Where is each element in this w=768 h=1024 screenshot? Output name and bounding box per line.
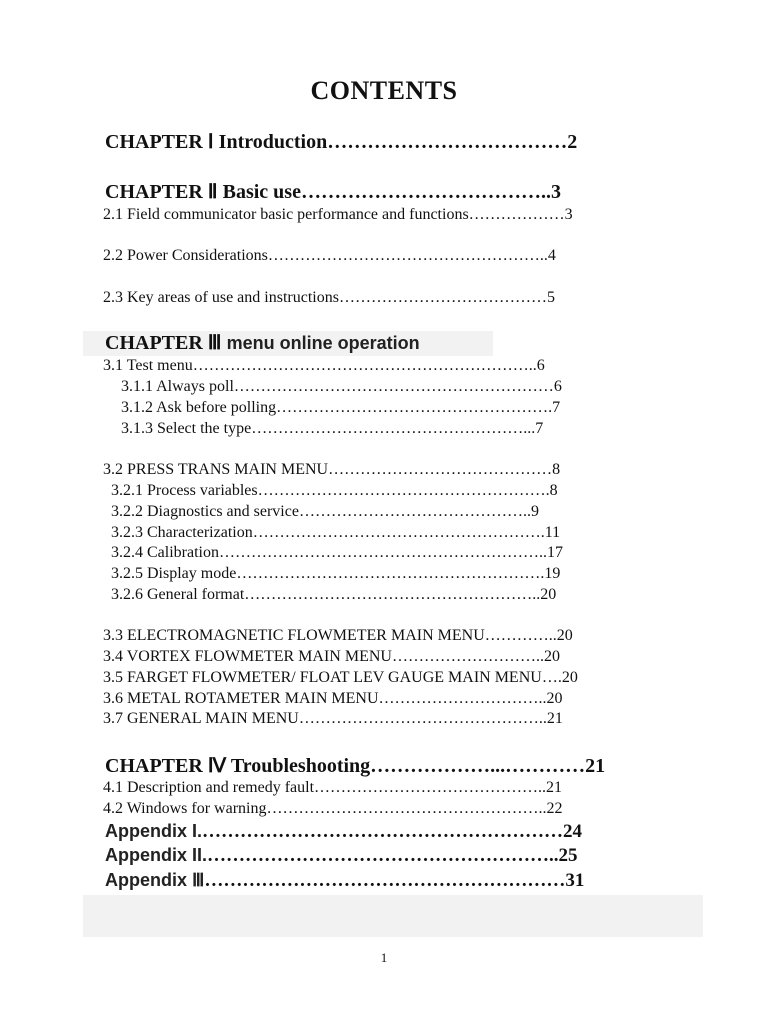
toc-section-3-2-6: 3.2.6 General format………………………………………………..20: [111, 586, 557, 603]
toc-section-3-1: 3.1 Test menu………………………………………………………..6: [103, 357, 545, 374]
toc-appendix-2: [105, 846, 578, 865]
toc-section-3-3: 3.3 ELECTROMAGNETIC FLOWMETER MAIN MENU…………..20: [103, 627, 573, 644]
toc-appendix-3: [105, 871, 584, 890]
toc-appendix-3-leader: …………………………………………………31: [204, 870, 585, 891]
toc-section-3-4: 3.4 VORTEX FLOWMETER MAIN MENU………………………..20: [103, 648, 560, 665]
toc-section-3-2-2: 3.2.2 Diagnostics and service……………………………………..9: [111, 503, 539, 520]
toc-section-3-1-2: 3.1.2 Ask before polling…………………………………………….7: [121, 399, 561, 416]
toc-appendix-1-label: Appendix I.: [105, 821, 203, 841]
toc-chapter-2: CHAPTER Ⅱ Basic use………………………………..3: [105, 181, 561, 203]
toc-section-3-5: 3.5 FARGET FLOWMETER/ FLOAT LEV GAUGE MAIN MENU….20: [103, 669, 578, 686]
toc-section-4-1: 4.1 Description and remedy fault……………………………………..21: [103, 779, 563, 796]
toc-section-3-2-3: 3.2.3 Characterization……………………………………………….11: [111, 524, 561, 541]
toc-section-3-2-5: 3.2.5 Display mode………………………………………………….19: [111, 565, 561, 582]
toc-appendix-1: [105, 822, 582, 841]
toc-section-3-6: 3.6 METAL ROTAMETER MAIN MENU…………………………..20: [103, 690, 563, 707]
toc-section-3-1-3: 3.1.3 Select the type……………………………………………...7: [121, 420, 544, 437]
toc-section-3-2: 3.2 PRESS TRANS MAIN MENU……………………………………8: [103, 461, 561, 478]
toc-section-4-2: 4.2 Windows for warning……………………………………………..22: [103, 800, 563, 817]
toc-section-2-2: 2.2 Power Considerations……………………………………………..4: [103, 247, 556, 264]
bottom-shaded-band: [83, 895, 703, 937]
toc-chapter-3: [105, 333, 420, 353]
page-title: CONTENTS: [310, 76, 458, 105]
toc-chapter-3-prefix: CHAPTER Ⅲ: [105, 332, 227, 354]
toc-section-3-7: 3.7 GENERAL MAIN MENU………………………………………..21: [103, 710, 563, 727]
toc-section-3-2-1: 3.2.1 Process variables……………………………………………….8: [111, 482, 558, 499]
toc-appendix-2-leader: ………………………………………………..25: [207, 845, 578, 866]
toc-section-2-3: 2.3 Key areas of use and instructions…………………………………5: [103, 289, 555, 306]
toc-chapter-3-label: menu online operation: [226, 333, 420, 353]
toc-appendix-1-leader: …………………………………………………24: [202, 821, 583, 842]
toc-section-2-1: 2.1 Field communicator basic performance and functions………………3: [103, 206, 573, 223]
toc-chapter-1: CHAPTER Ⅰ Introduction………………………………2: [105, 131, 578, 153]
toc-section-3-2-4: 3.2.4 Calibration……………………………………………………..17: [111, 544, 563, 561]
page-number: 1: [380, 950, 388, 965]
toc-appendix-3-label: Appendix Ⅲ: [105, 870, 205, 890]
toc-section-3-1-1: 3.1.1 Always poll……………………………………………………6: [121, 378, 562, 395]
toc-appendix-2-label: Appendix II.: [105, 845, 208, 865]
toc-chapter-4: CHAPTER Ⅳ Troubleshooting………………...…………21: [105, 755, 606, 777]
